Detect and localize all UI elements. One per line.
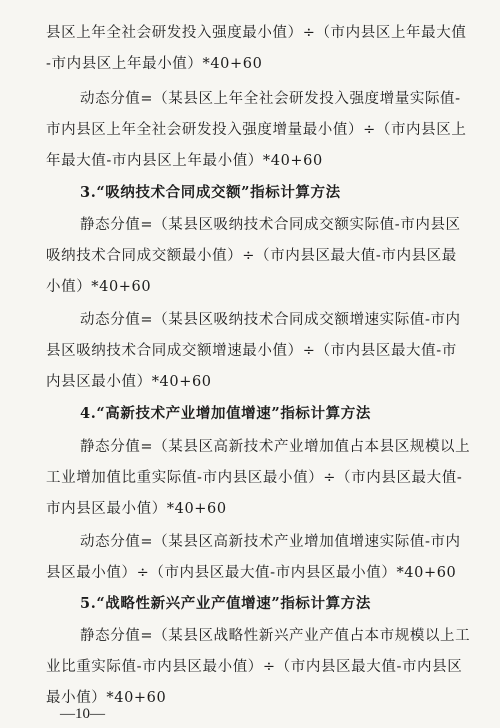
body-line: 市内县区上年全社会研发投入强度增量最小值）÷（市内县区上 [46,122,467,138]
page-number: —10— [60,706,105,722]
body-line: 工业增加值比重实际值-市内县区最小值）÷（市内县区最大值- [46,470,463,486]
body-line: 静态分值=（某县区战略性新兴产业产值占本市规模以上工 [80,628,471,644]
body-line: 内县区最小值）*40+60 [46,374,212,390]
section-heading: 4.“高新技术产业增加值增速”指标计算方法 [80,405,371,422]
body-line: 动态分值=（某县区吸纳技术合同成交额增速实际值-市内 [80,312,461,328]
section-heading: 5.“战略性新兴产业产值增速”指标计算方法 [80,595,371,612]
body-line: 年最大值-市内县区上年最小值）*40+60 [46,153,323,169]
body-line: 业比重实际值-市内县区最小值）÷（市内县区最大值-市内县区 [46,659,463,675]
section-heading: 3.“吸纳技术合同成交额”指标计算方法 [80,184,341,201]
body-line: 县区吸纳技术合同成交额增速最小值）÷（市内县区最大值-市 [46,343,457,359]
body-line: -市内县区上年最小值）*40+60 [46,56,263,72]
body-line: 吸纳技术合同成交额最小值）÷（市内县区最大值-市内县区最 [46,248,457,264]
body-line: 静态分值=（某县区吸纳技术合同成交额实际值-市内县区 [80,217,461,233]
body-line: 县区最小值）÷（市内县区最大值-市内县区最小值）*40+60 [46,565,457,581]
body-line: 动态分值=（某县区上年全社会研发投入强度增量实际值- [80,91,461,107]
body-line: 静态分值=（某县区高新技术产业增加值占本县区规模以上 [80,439,471,455]
body-line: 小值）*40+60 [46,279,152,295]
body-line: 最小值）*40+60 [46,690,167,706]
body-line: 动态分值=（某县区高新技术产业增加值增速实际值-市内 [80,534,461,550]
body-line: 县区上年全社会研发投入强度最小值）÷（市内县区上年最大值 [46,25,467,41]
body-line: 市内县区最小值）*40+60 [46,501,227,517]
